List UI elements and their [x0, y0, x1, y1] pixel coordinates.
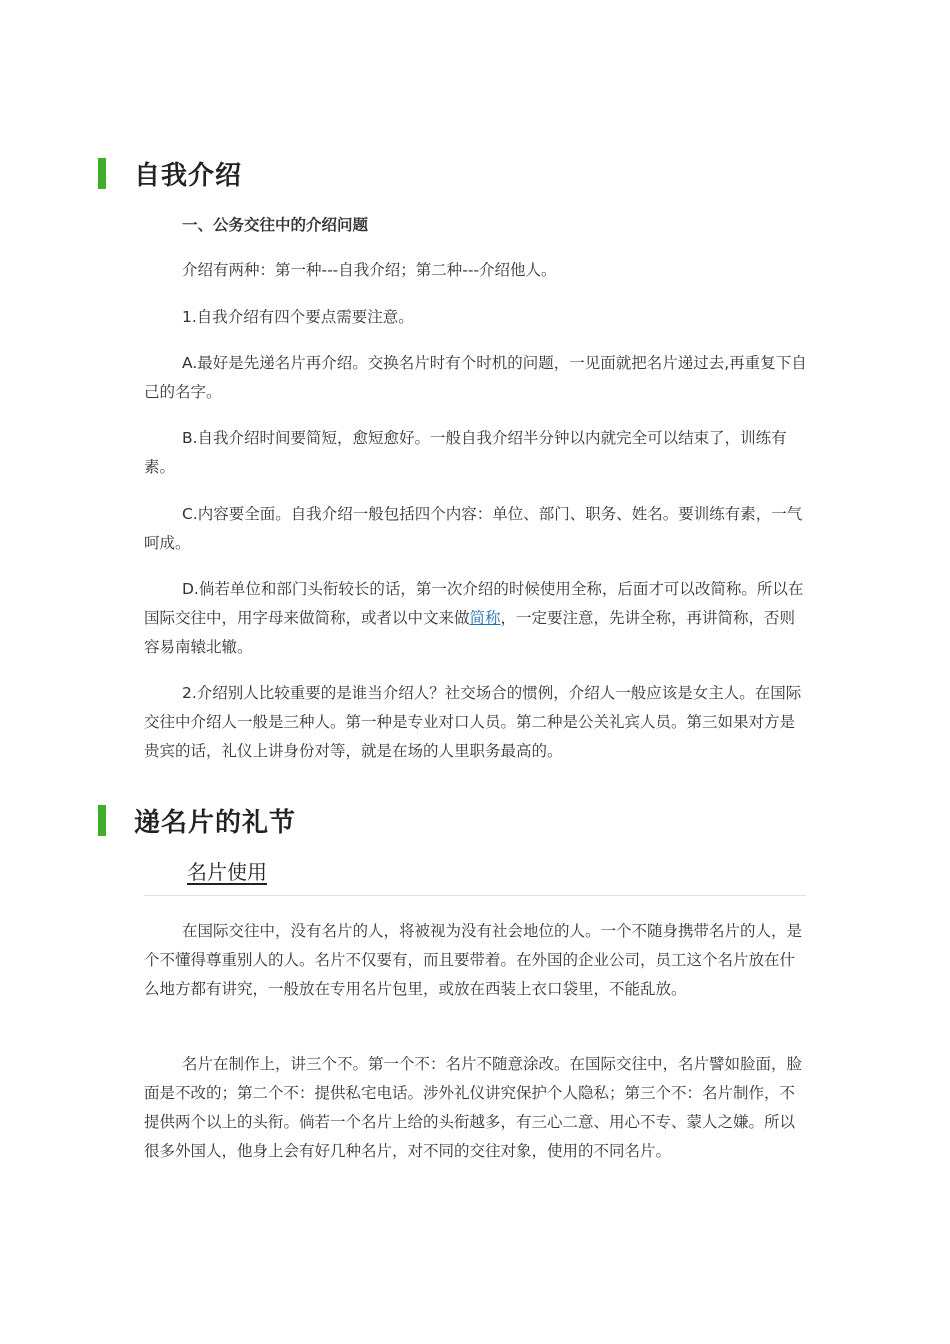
divider: [144, 895, 806, 896]
section-subtitle: 一、公务交往中的介绍问题: [182, 216, 369, 234]
section-heading-self-intro: [98, 157, 242, 189]
paragraph: C.内容要全面。自我介绍一般包括四个内容：单位、部门、职务、姓名。要训练有素，一气呵成。: [144, 505, 803, 552]
paragraph: 名片在制作上，讲三个不。第一个不：名片不随意涂改。在国际交往中，名片譬如脸面，脸面是不改的；第二个不：提供私宅电话。涉外礼仪讲究保护个人隐私；第三个不：名片制作，不提供两个以上的头衔。倘若一个名片上给的头衔越多，有三心二意、用心不专、蒙人之嫌。所以很多外国人，他身上会有好几种名片，对不同的交往对象，使用的不同名片。: [144, 1055, 803, 1160]
paragraph: 在国际交往中，没有名片的人，将被视为没有社会地位的人。一个不随身携带名片的人，是个不懂得尊重别人的人。名片不仅要有，而且要带着。在外国的企业公司，员工这个名片放在什么地方都有讲究，一般放在专用名片包里，或放在西装上衣口袋里，不能乱放。: [144, 922, 803, 998]
paragraph: 2.介绍别人比较重要的是谁当介绍人？社交场合的惯例，介绍人一般应该是女主人。在国际交往中介绍人一般是三种人。第一种是专业对口人员。第二种是公关礼宾人员。第三如果对方是贵宾的话，礼仪上讲身份对等，就是在场的人里职务最高的。: [144, 684, 802, 760]
paragraph-with-link: [144, 575, 810, 662]
paragraph: B.自我介绍时间要简短，愈短愈好。一般自我介绍半分钟以内就完全可以结束了，训练有素。: [144, 429, 787, 476]
paragraph-text: D.倘若单位和部门头衔较长的话，第一次介绍的时候使用全称，后面才可以改简称。所以在国际交往中，用字母来做简称，或者以中文来做: [144, 580, 804, 627]
paragraph: 介绍有两种：第一种---自我介绍；第二种---介绍他人。: [182, 261, 557, 279]
section-title: 自我介绍: [134, 160, 243, 191]
section-title: 递名片的礼节: [134, 807, 297, 838]
paragraph: 1.自我介绍有四个要点需要注意。: [182, 308, 414, 326]
heading-accent-bar: [98, 158, 106, 189]
heading-accent-bar: [98, 805, 106, 836]
subheading-card-usage: 名片使用: [187, 860, 267, 884]
abbreviation-link[interactable]: 简称: [469, 609, 501, 627]
paragraph: A.最好是先递名片再介绍。交换名片时有个时机的问题，一见面就把名片递过去,再重复下自己的名字。: [144, 354, 807, 401]
paragraph-text: ，一定要注意，先讲全称，再讲简称，否则容易南辕北辙。: [144, 609, 796, 656]
section-heading-business-card: [98, 804, 296, 836]
